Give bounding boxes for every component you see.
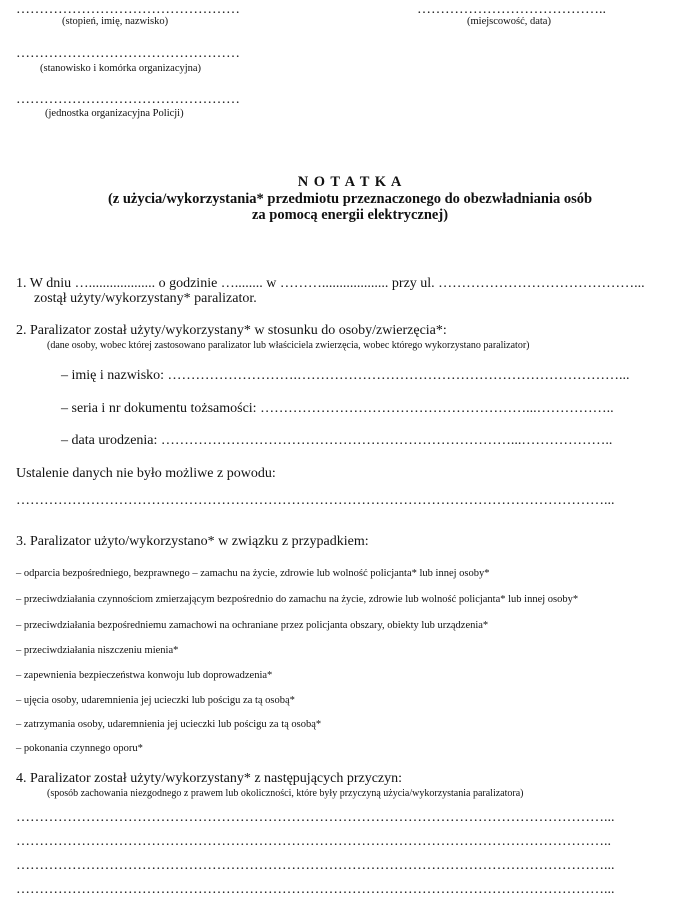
- list-item: – przeciwdziałania niszczeniu mienia*: [16, 645, 179, 656]
- reason-line: ………………………………………………………………………………………………………………..: [16, 834, 611, 849]
- id-document-field: – seria i nr dokumentu tożsamości: …………………………………………………...……………..: [61, 401, 614, 416]
- section2-heading: 2. Paralizator został użyty/wykorzystany* w stosunku do osoby/zwierzęcia*:: [16, 323, 447, 338]
- section1-line1: 1. W dniu …................... o godzinie …........ w ………................... przy ul. ……………………………………...: [16, 276, 645, 291]
- rank-name-dots: …………………………………………: [16, 2, 240, 17]
- list-item: – pokonania czynnego oporu*: [16, 743, 143, 754]
- document-title: N O T A T K A: [297, 174, 403, 190]
- position-caption: (stanowisko i komórka organizacyjna): [40, 63, 202, 74]
- position-dots: …………………………………………: [16, 46, 240, 61]
- section1-line2: zostął użyty/wykorzystany* paralizator.: [34, 291, 257, 306]
- list-item: – przeciwdziałania czynnościom zmierzającym bezpośrednio do zamachu na życie, zdrowie lub wolność policjanta* lub innej osoby*: [16, 594, 579, 605]
- section2-note: (dane osoby, wobec której zastosowano paralizator lub właściciela zwierzęcia, wobec którego wykorzystano paralizator): [47, 340, 530, 351]
- document-subtitle-line1: (z użycia/wykorzystania* przedmiotu przeznaczonego do obezwładniania osób: [107, 191, 593, 207]
- list-item: – ujęcia osoby, udaremnienia jej ucieczki lub pościgu za tą osobą*: [16, 695, 295, 706]
- list-item: – zatrzymania osoby, udaremnienia jej ucieczki lub pościgu za tą osobą*: [16, 719, 322, 730]
- unknown-data-dots: ………………………………………………………………………………………………………………...: [16, 493, 615, 508]
- unit-dots: …………………………………………: [16, 92, 240, 107]
- section4-note: (sposób zachowania niezgodnego z prawem lub okoliczności, które były przyczyną użycia/wykorzystania paralizatora): [47, 788, 524, 799]
- section4-heading: 4. Paralizator został użyty/wykorzystany* z następujących przyczyn:: [16, 771, 403, 786]
- rank-name-caption: (stopień, imię, nazwisko): [62, 16, 169, 27]
- place-date-caption: (miejscowość, data): [467, 16, 551, 27]
- unit-caption: (jednostka organizacyjna Policji): [45, 108, 184, 119]
- section3-heading: 3. Paralizator użyto/wykorzystano* w związku z przypadkiem:: [16, 534, 369, 549]
- list-item: – odparcia bezpośredniego, bezprawnego – zamachu na życie, zdrowie lub wolność policjanta* lub innej osoby*: [16, 568, 490, 579]
- name-field: – imię i nazwisko: ……………………….……………………………………………………………...: [61, 368, 630, 383]
- list-item: – zapewnienia bezpieczeństwa konwoju lub doprowadzenia*: [16, 670, 273, 681]
- reason-line: ………………………………………………………………………………………………………………...: [16, 810, 615, 825]
- birth-date-field: – data urodzenia: …………………………………………………………………...………………..: [61, 433, 613, 448]
- reason-line: ………………………………………………………………………………………………………………...: [16, 882, 615, 897]
- place-date-dots: …………………………………..: [417, 2, 606, 17]
- list-item: – przeciwdziałania bezpośredniemu zamachowi na ochraniane przez policjanta obszary, obiekty lub urządzenia*: [16, 620, 489, 631]
- document-subtitle-line2: za pomocą energii elektrycznej): [251, 207, 449, 223]
- unknown-data-label: Ustalenie danych nie było możliwe z powodu:: [16, 466, 276, 481]
- reason-line: ………………………………………………………………………………………………………………...: [16, 858, 615, 873]
